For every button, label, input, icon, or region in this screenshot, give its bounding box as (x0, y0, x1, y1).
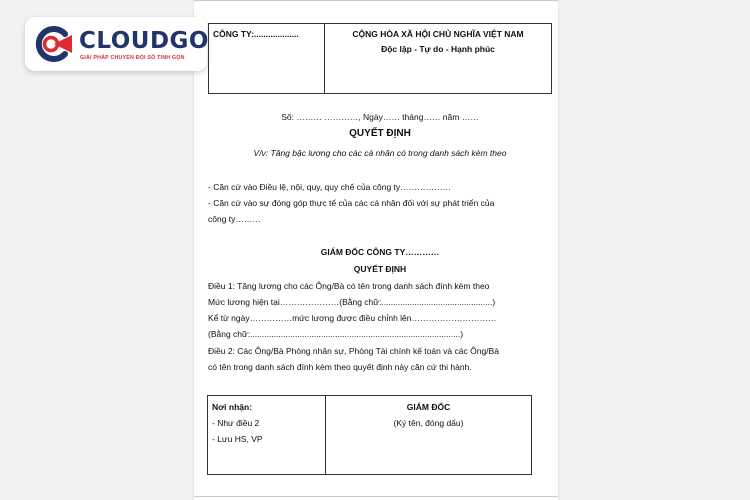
national-motto: Độc lập - Tự do - Hạnh phúc (381, 44, 495, 54)
basis-line-3: công ty……… (208, 214, 261, 224)
page-top-edge (194, 0, 558, 1)
company-field: CÔNG TY:................... (213, 29, 299, 39)
document-number-line: Số: ……… …………, Ngày…… tháng…… năm …… (281, 112, 479, 122)
header-table (208, 23, 552, 94)
body-line-3: Kể từ ngày……………mức lương được điều chỉnh lên………………………… (208, 313, 497, 323)
recipient-item: - Như điều 2 (212, 418, 260, 428)
page-bottom-edge (194, 496, 558, 497)
basis-line-2: - Căn cứ vào sự đóng góp thực tế của các cá nhân đối với sự phát triển của (208, 198, 495, 208)
decision-heading: QUYẾT ĐỊNH (353, 264, 407, 274)
body-line-2: Mức lương hiện tại…………………(Bằng chữ:...............................................) (208, 297, 496, 307)
logo-wordmark: CLOUDGO (79, 28, 209, 54)
recipient-item: - Lưu HS, VP (212, 434, 263, 444)
document-title: QUYẾT ĐỊNH (349, 128, 411, 139)
signature-table (207, 395, 532, 475)
body-line-5: Điều 2: Các Ông/Bà Phòng nhân sự, Phòng Tài chính kế toán và các Ông/Bà (208, 346, 499, 356)
body-line-4: (Bằng chữ:.........................................................................................) (208, 329, 464, 339)
sign-note: (Ký tên, đóng dấu) (393, 418, 464, 428)
cloudgo-logo[interactable] (25, 17, 207, 71)
basis-line-1: - Căn cứ vào Điều lệ, nội, quy, quy chế của công ty……………… (208, 182, 452, 192)
director-title: GIÁM ĐỐC (406, 402, 451, 412)
body-line-1: Điều 1: Tăng lương cho các Ông/Bà có tên trong danh sách đính kèm theo (208, 281, 490, 291)
cloudgo-mark-icon (33, 26, 73, 62)
recipients-label: Nơi nhận: (212, 402, 253, 412)
body-line-6: có tên trong danh sách đính kèm theo quyết định này căn cứ thi hành. (208, 362, 472, 372)
nation-heading: CỘNG HÒA XÃ HỘI CHỦ NGHĨA VIỆT NAM (352, 29, 524, 39)
authority-heading: GIÁM ĐỐC CÔNG TY………… (320, 247, 440, 257)
document-subject: V/v: Tăng bậc lương cho các cá nhân có trong danh sách kèm theo (253, 148, 507, 158)
logo-tagline: GIẢI PHÁP CHUYỂN ĐỔI SỐ TINH GỌN (80, 55, 185, 61)
